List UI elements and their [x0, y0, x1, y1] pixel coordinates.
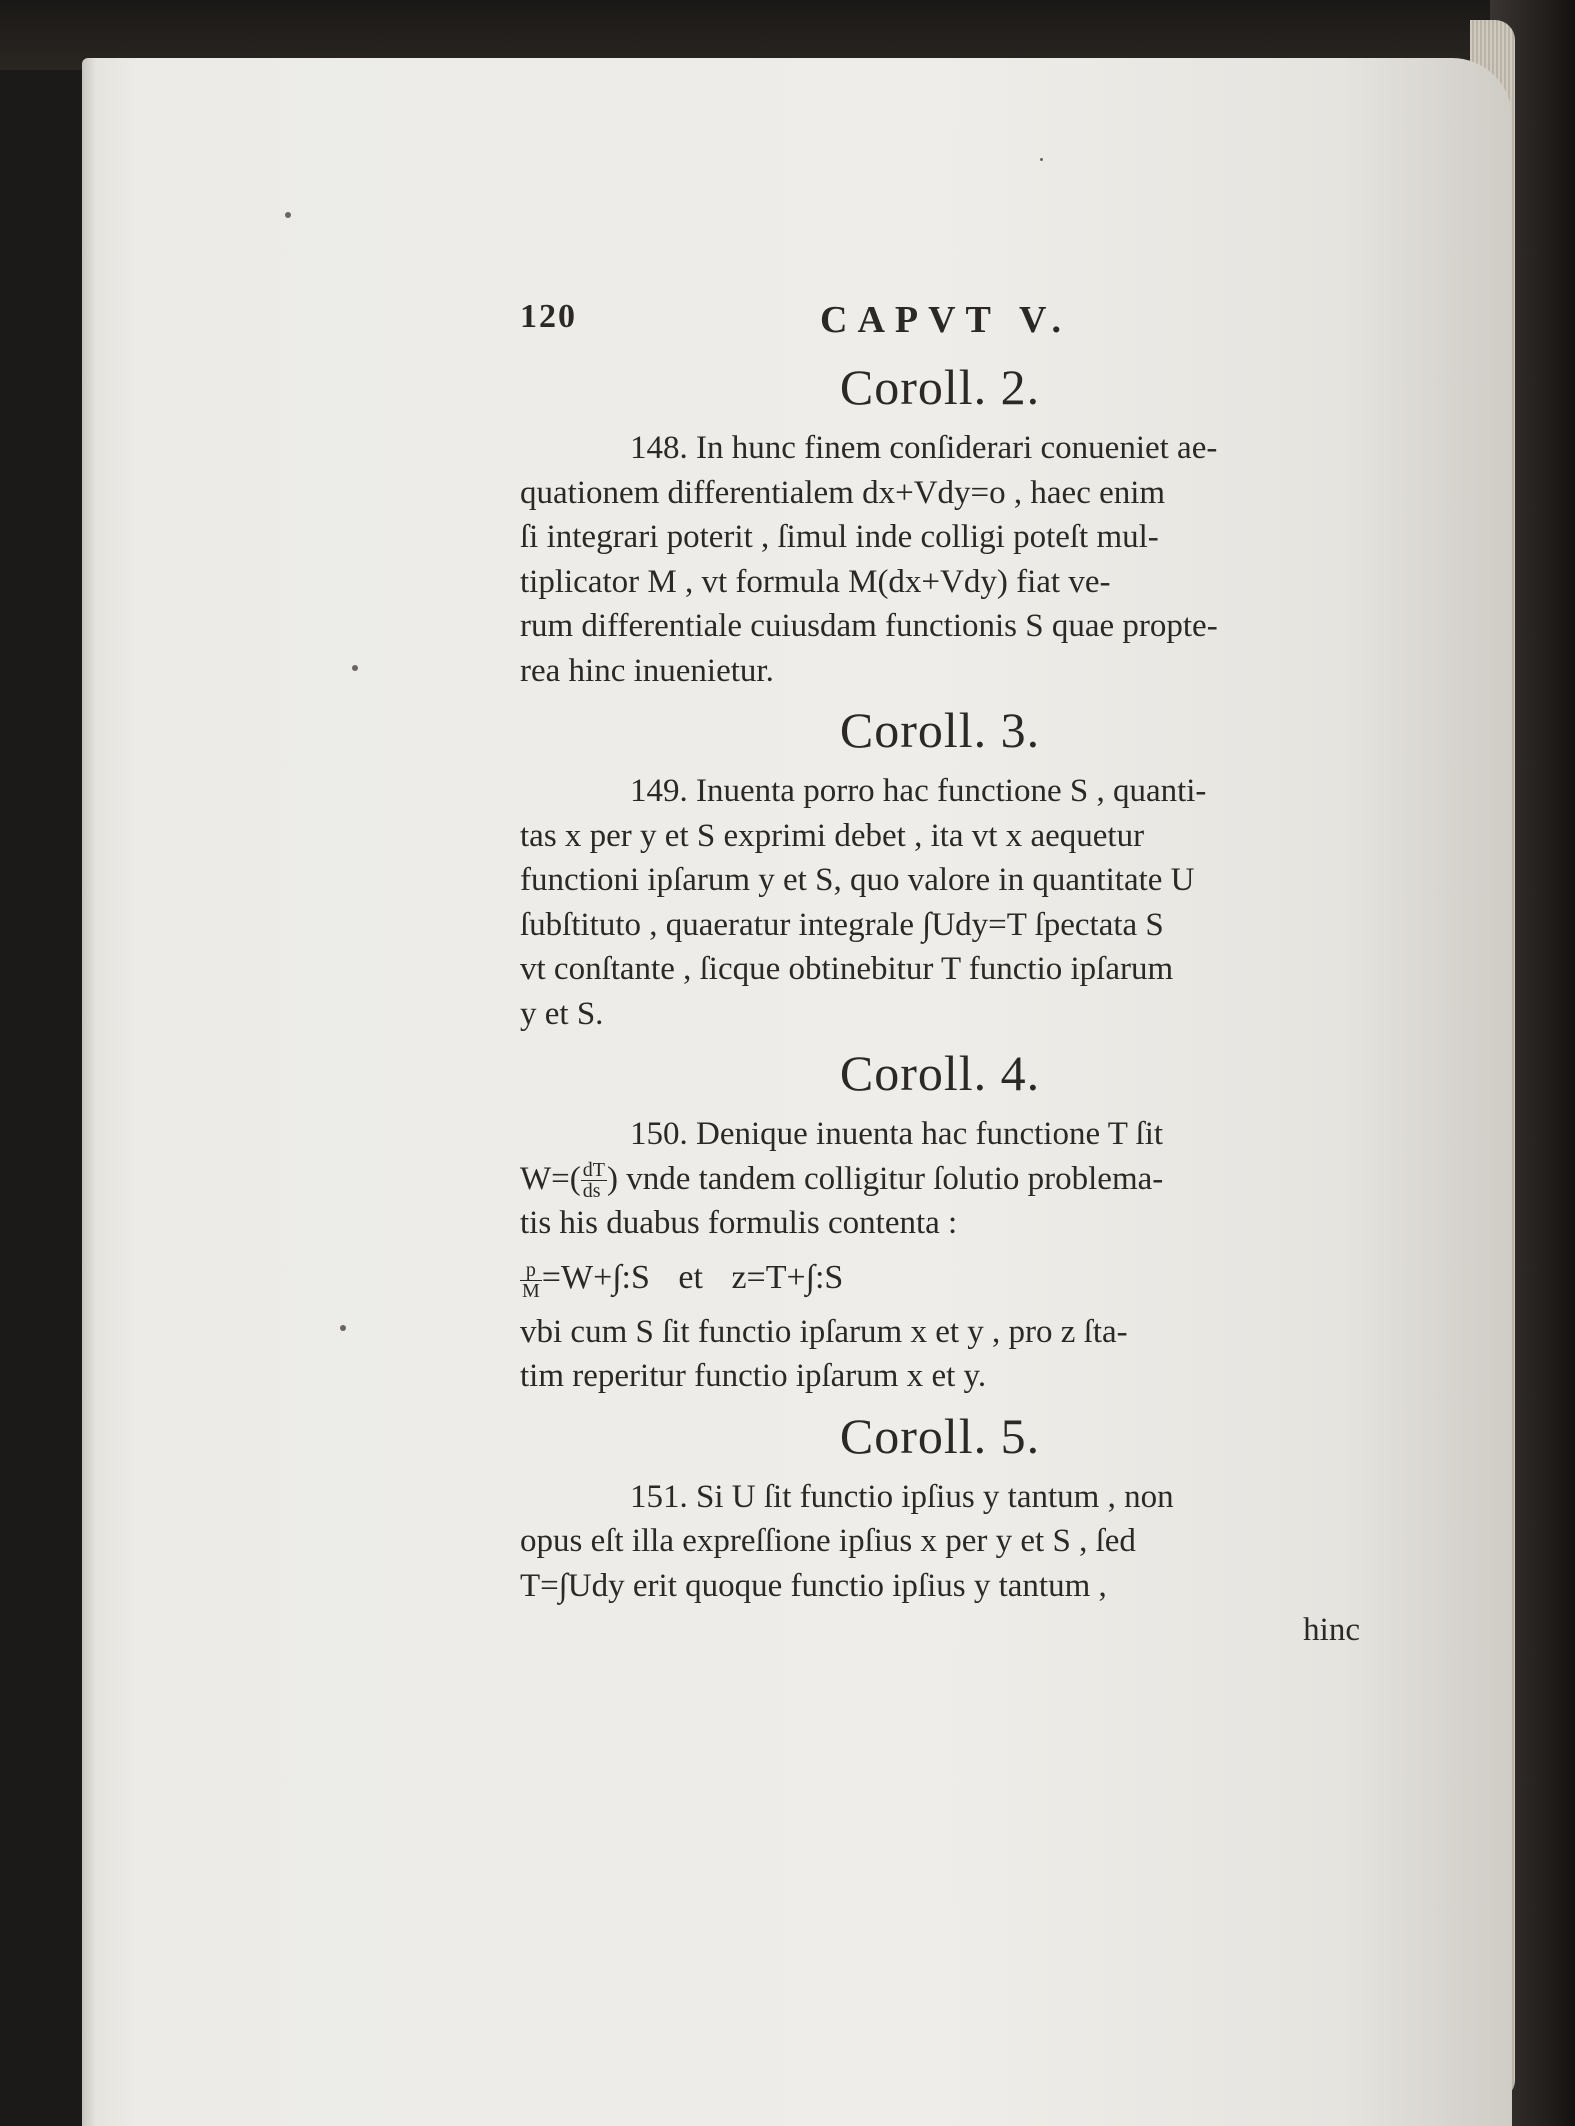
text-line: tiplicator M , vt formula M(dx+Vdy) fiat ve-	[520, 563, 1111, 600]
text-line: tas x per y et S exprimi debet , ita vt x aequetur	[520, 817, 1145, 854]
paper-speck	[352, 665, 358, 671]
text-line: ſi integrari poterit , ſimul inde colligi poteſt mul-	[520, 519, 1159, 555]
display-formula	[520, 1250, 1360, 1306]
paper-speck	[1040, 158, 1043, 161]
page-number: 120	[520, 298, 577, 335]
text-line: vt conſtante , ſicque obtinebitur T functio ipſarum	[520, 951, 1174, 987]
paragraph-number: 151.	[630, 1478, 688, 1515]
w-definition: W=( $\frac{dT}{ds}$ )	[520, 1159, 618, 1203]
paragraph-150	[520, 1112, 1360, 1246]
section-heading: Coroll. 2.	[839, 359, 1041, 415]
text-line: Si U ſit functio ipſius y tantum , non	[696, 1478, 1174, 1515]
paragraph-number: 150.	[630, 1116, 688, 1152]
page-text	[520, 290, 1360, 1652]
text-line: tim reperitur functio ipſarum x et y.	[520, 1358, 987, 1395]
paragraph-150-continued	[520, 1310, 1360, 1399]
catchword: hinc	[1303, 1612, 1360, 1649]
text-line: Denique inuenta hac functione T ſit	[696, 1116, 1164, 1152]
chapter-title: CAPVT V.	[820, 299, 1072, 341]
text-line: tis his duabus formulis contenta :	[520, 1205, 958, 1242]
formula-connector: et	[678, 1258, 703, 1296]
text-line: Inuenta porro hac functione S , quanti-	[696, 773, 1207, 809]
section-heading: Coroll. 4.	[839, 1045, 1041, 1101]
text-line: T=∫Udy erit quoque functio ipſius y tantum ,	[520, 1567, 1107, 1604]
paragraph-149	[520, 769, 1360, 1036]
gutter-shadow	[82, 58, 96, 2126]
section-heading: Coroll. 3.	[839, 702, 1041, 758]
fraction: $\frac{p}{M}$	[522, 1258, 540, 1302]
text-line: quationem differentialem dx+Vdy=o , haec enim	[520, 474, 1166, 511]
paragraph-151	[520, 1475, 1360, 1609]
text-line: opus eſt illa expreſſione ipſius x per y et S , ſed	[520, 1523, 1136, 1560]
formula-left: =W+∫:S	[541, 1258, 650, 1296]
running-head	[520, 290, 1360, 350]
paragraph-number: 149.	[630, 773, 688, 809]
text-line: In hunc finem conſiderari conueniet ae-	[696, 430, 1218, 466]
text-line: y et S.	[520, 995, 604, 1032]
formula-right: z=T+∫:S	[731, 1258, 844, 1296]
paragraph-number: 148.	[630, 430, 688, 466]
paper-speck	[340, 1325, 346, 1331]
text-line: functioni ipſarum y et S, quo valore in quantitate U	[520, 862, 1195, 898]
text-line: vbi cum S ſit functio ipſarum x et y , pro z ſta-	[520, 1313, 1128, 1350]
paper-speck	[285, 212, 291, 218]
paragraph-148	[520, 426, 1360, 693]
text-line: rum differentiale cuiusdam functionis S quae propte-	[520, 608, 1218, 644]
text-line: vnde tandem colligitur ſolutio problema-	[626, 1160, 1164, 1197]
text-line: ſubſtituto , quaeratur integrale ∫Udy=T ſpectata S	[520, 906, 1164, 943]
text-line: rea hinc inuenietur.	[520, 652, 774, 689]
fraction: $\frac{dT}{ds}$	[582, 1159, 605, 1203]
section-heading: Coroll. 5.	[839, 1407, 1041, 1464]
